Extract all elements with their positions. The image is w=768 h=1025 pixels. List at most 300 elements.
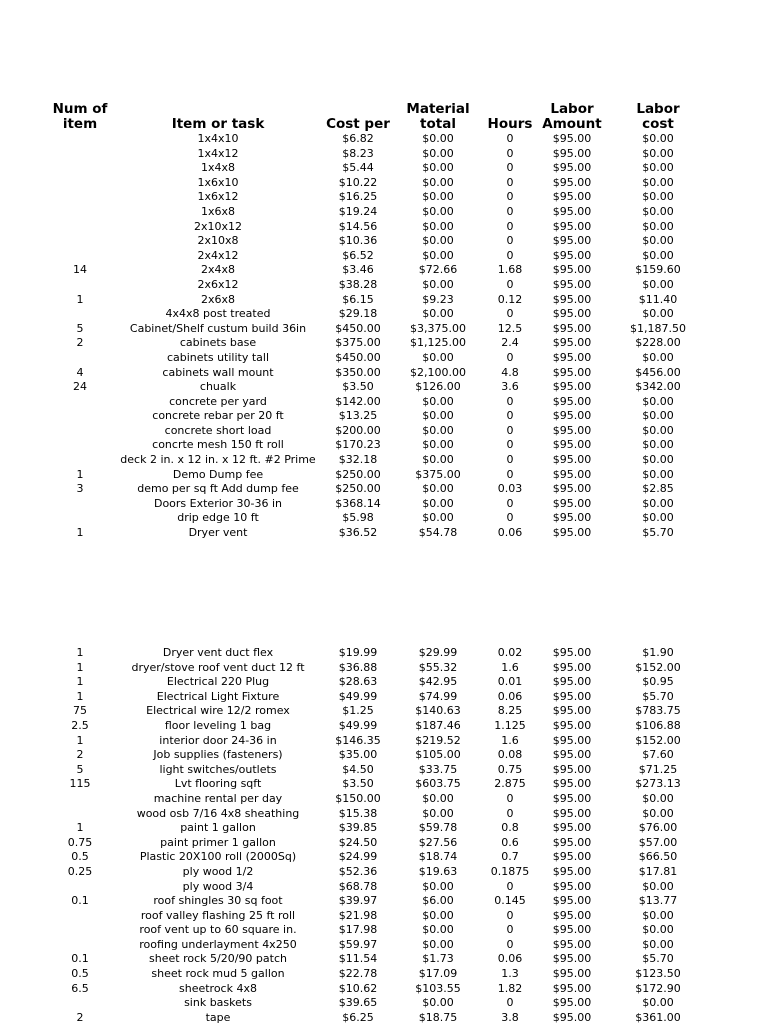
header-material-total: Material total xyxy=(406,101,470,132)
cell-material-total: $0.00 xyxy=(422,161,454,175)
table-row xyxy=(0,234,768,249)
cell-labor-cost: $0.00 xyxy=(642,409,674,423)
cell-cost-per: $170.23 xyxy=(335,438,381,452)
cell-material-total: $59.78 xyxy=(418,821,458,835)
cell-labor-cost: $342.00 xyxy=(635,380,681,394)
cell-item-or-task: 2x10x12 xyxy=(193,219,242,233)
cell-labor-cost: $0.00 xyxy=(642,467,674,481)
cell-labor-amount: $95.00 xyxy=(552,423,592,437)
cell-num-of-item: 2 xyxy=(76,1010,84,1024)
cell-labor-amount: $95.00 xyxy=(552,146,592,160)
cell-labor-cost: $0.00 xyxy=(642,791,674,805)
cell-cost-per: $39.85 xyxy=(338,821,378,835)
cell-material-total: $0.00 xyxy=(422,204,454,218)
cell-labor-cost: $7.60 xyxy=(642,748,674,762)
cell-labor-amount: $95.00 xyxy=(552,894,592,908)
cell-labor-cost: $5.70 xyxy=(642,952,674,966)
cell-hours: 0 xyxy=(506,923,514,937)
cell-item-or-task: chualk xyxy=(199,380,237,394)
cell-num-of-item: 3 xyxy=(76,482,84,496)
cell-material-total: $0.00 xyxy=(422,307,454,321)
cell-item-or-task: ply wood 1/2 xyxy=(182,864,254,878)
cell-labor-cost: $0.00 xyxy=(642,996,674,1010)
cell-labor-amount: $95.00 xyxy=(552,132,592,145)
cell-hours: 0 xyxy=(506,996,514,1010)
cell-labor-amount: $95.00 xyxy=(552,482,592,496)
table-row xyxy=(0,821,768,836)
cell-labor-cost: $0.00 xyxy=(642,806,674,820)
cell-hours: 0 xyxy=(506,204,514,218)
cell-labor-amount: $95.00 xyxy=(552,350,592,364)
table-row xyxy=(0,938,768,953)
cell-material-total: $187.46 xyxy=(415,718,461,732)
cell-cost-per: $146.35 xyxy=(335,733,381,747)
table-row xyxy=(0,704,768,719)
cell-hours: 0 xyxy=(506,511,514,525)
cell-labor-cost: $76.00 xyxy=(638,821,678,835)
cell-material-total: $54.78 xyxy=(418,526,458,540)
table-row xyxy=(0,482,768,497)
cell-cost-per: $39.97 xyxy=(338,894,378,908)
cell-labor-amount: $95.00 xyxy=(552,952,592,966)
cell-item-or-task: interior door 24-36 in xyxy=(159,733,277,747)
cell-material-total: $103.55 xyxy=(415,981,461,995)
header-labor-amount: Labor Amount xyxy=(542,101,602,132)
cell-item-or-task: Electrical wire 12/2 romex xyxy=(146,704,290,718)
cell-labor-amount: $95.00 xyxy=(552,204,592,218)
cell-cost-per: $14.56 xyxy=(338,219,378,233)
cell-item-or-task: floor leveling 1 bag xyxy=(164,718,272,732)
table-row xyxy=(0,646,768,661)
cell-cost-per: $200.00 xyxy=(335,423,381,437)
cell-material-total: $18.74 xyxy=(418,850,458,864)
table-row xyxy=(0,792,768,807)
cell-material-total: $9.23 xyxy=(422,292,454,306)
cell-labor-cost: $172.90 xyxy=(635,981,681,995)
cell-hours: 0.8 xyxy=(501,821,519,835)
cell-labor-amount: $95.00 xyxy=(552,453,592,467)
cell-item-or-task: Dryer vent duct flex xyxy=(162,646,274,659)
cell-hours: 1.68 xyxy=(497,263,523,277)
column-header-row xyxy=(0,98,768,132)
cell-labor-cost: $0.00 xyxy=(642,438,674,452)
cell-cost-per: $52.36 xyxy=(338,864,378,878)
cell-cost-per: $6.25 xyxy=(342,1010,374,1024)
cell-hours: 8.25 xyxy=(497,704,523,718)
cell-cost-per: $3.50 xyxy=(342,380,374,394)
table-row xyxy=(0,366,768,381)
cell-material-total: $1.73 xyxy=(422,952,454,966)
cell-cost-per: $35.00 xyxy=(338,748,378,762)
cell-labor-amount: $95.00 xyxy=(552,748,592,762)
cell-material-total: $0.00 xyxy=(422,409,454,423)
cell-material-total: $0.00 xyxy=(422,482,454,496)
table-row xyxy=(0,865,768,880)
cell-labor-cost: $106.88 xyxy=(635,718,681,732)
cell-labor-cost: $1,187.50 xyxy=(630,321,686,335)
header-cost-per: Cost per xyxy=(326,116,390,132)
table-row xyxy=(0,952,768,967)
cell-material-total: $0.00 xyxy=(422,219,454,233)
cell-item-or-task: paint primer 1 gallon xyxy=(160,835,276,849)
cell-labor-amount: $95.00 xyxy=(552,850,592,864)
cell-item-or-task: paint 1 gallon xyxy=(180,821,256,835)
cell-hours: 0.02 xyxy=(497,646,523,659)
cell-material-total: $140.63 xyxy=(415,704,461,718)
cell-item-or-task: light switches/outlets xyxy=(159,762,277,776)
table-row xyxy=(0,497,768,512)
cell-item-or-task: 1x4x8 xyxy=(200,161,235,175)
cell-item-or-task: Plastic 20X100 roll (2000Sq) xyxy=(139,850,297,864)
cell-num-of-item: 0.5 xyxy=(71,850,89,864)
cell-material-total: $603.75 xyxy=(415,777,461,791)
cell-num-of-item: 1 xyxy=(76,646,84,659)
cell-cost-per: $6.15 xyxy=(342,292,374,306)
cell-material-total: $0.00 xyxy=(422,791,454,805)
cell-num-of-item: 1 xyxy=(76,467,84,481)
cell-labor-cost: $0.00 xyxy=(642,146,674,160)
cell-hours: 0 xyxy=(506,806,514,820)
cell-labor-amount: $95.00 xyxy=(552,646,592,659)
cell-material-total: $0.00 xyxy=(422,190,454,204)
cell-material-total: $0.00 xyxy=(422,277,454,291)
cell-hours: 0 xyxy=(506,453,514,467)
cell-item-or-task: Job supplies (fasteners) xyxy=(153,748,283,762)
cell-hours: 0.6 xyxy=(501,835,519,849)
cell-labor-amount: $95.00 xyxy=(552,248,592,262)
table-row xyxy=(0,190,768,205)
cell-item-or-task: 4x4x8 post treated xyxy=(165,307,271,321)
header-hours: Hours xyxy=(487,116,533,132)
table-row xyxy=(0,409,768,424)
cell-labor-amount: $95.00 xyxy=(552,835,592,849)
cell-labor-amount: $95.00 xyxy=(552,511,592,525)
table-row xyxy=(0,380,768,395)
cell-material-total: $0.00 xyxy=(422,234,454,248)
cell-hours: 0.12 xyxy=(497,292,523,306)
cell-cost-per: $28.63 xyxy=(338,675,378,689)
cell-labor-amount: $95.00 xyxy=(552,234,592,248)
cell-cost-per: $24.99 xyxy=(338,850,378,864)
cell-hours: 1.82 xyxy=(497,981,523,995)
cell-num-of-item: 1 xyxy=(76,733,84,747)
cell-material-total: $0.00 xyxy=(422,453,454,467)
cell-item-or-task: 2x4x8 xyxy=(200,263,235,277)
cell-labor-amount: $95.00 xyxy=(552,718,592,732)
cell-labor-cost: $0.00 xyxy=(642,511,674,525)
cell-material-total: $33.75 xyxy=(418,762,458,776)
cell-item-or-task: 1x4x12 xyxy=(197,146,239,160)
cell-material-total: $0.00 xyxy=(422,908,454,922)
table-row xyxy=(0,511,768,526)
table-row xyxy=(0,161,768,176)
cell-labor-amount: $95.00 xyxy=(552,380,592,394)
cell-hours: 0 xyxy=(506,190,514,204)
table-row xyxy=(0,132,768,147)
cell-num-of-item: 0.5 xyxy=(71,967,89,981)
cell-material-total: $1,125.00 xyxy=(410,336,466,350)
cell-material-total: $74.99 xyxy=(418,689,458,703)
cell-labor-amount: $95.00 xyxy=(552,161,592,175)
cell-material-total: $0.00 xyxy=(422,132,454,145)
cell-hours: 0 xyxy=(506,467,514,481)
cell-num-of-item: 1 xyxy=(76,660,84,674)
cell-item-or-task: 2x4x12 xyxy=(197,248,239,262)
cell-material-total: $6.00 xyxy=(422,894,454,908)
cell-num-of-item: 1 xyxy=(76,821,84,835)
cell-num-of-item: 2 xyxy=(76,336,84,350)
cell-cost-per: $350.00 xyxy=(335,365,381,379)
cell-labor-cost: $0.00 xyxy=(642,190,674,204)
cell-cost-per: $19.99 xyxy=(338,646,378,659)
table-row xyxy=(0,336,768,351)
cell-cost-per: $19.24 xyxy=(338,204,378,218)
cell-item-or-task: roof valley flashing 25 ft roll xyxy=(140,908,296,922)
cell-material-total: $0.00 xyxy=(422,879,454,893)
cell-num-of-item: 1 xyxy=(76,526,84,540)
cell-labor-amount: $95.00 xyxy=(552,879,592,893)
cell-hours: 0 xyxy=(506,409,514,423)
cell-labor-cost: $0.00 xyxy=(642,423,674,437)
cell-material-total: $0.00 xyxy=(422,806,454,820)
cell-cost-per: $11.54 xyxy=(338,952,378,966)
cell-hours: 0.75 xyxy=(497,762,523,776)
cell-labor-cost: $273.13 xyxy=(635,777,681,791)
cell-item-or-task: Demo Dump fee xyxy=(172,467,264,481)
cell-cost-per: $6.82 xyxy=(342,132,374,145)
cell-cost-per: $375.00 xyxy=(335,336,381,350)
cell-cost-per: $32.18 xyxy=(338,453,378,467)
cell-hours: 0 xyxy=(506,937,514,951)
cell-cost-per: $368.14 xyxy=(335,496,381,510)
cell-material-total: $19.63 xyxy=(418,864,458,878)
cell-labor-amount: $95.00 xyxy=(552,365,592,379)
cell-cost-per: $29.18 xyxy=(338,307,378,321)
cell-item-or-task: Electrical Light Fixture xyxy=(156,689,280,703)
cell-labor-cost: $456.00 xyxy=(635,365,681,379)
cell-material-total: $0.00 xyxy=(422,937,454,951)
cell-material-total: $2,100.00 xyxy=(410,365,466,379)
cell-labor-amount: $95.00 xyxy=(552,321,592,335)
cell-cost-per: $16.25 xyxy=(338,190,378,204)
cell-labor-cost: $5.70 xyxy=(642,526,674,540)
cell-item-or-task: sheet rock mud 5 gallon xyxy=(151,967,285,981)
cell-labor-cost: $0.00 xyxy=(642,161,674,175)
cell-cost-per: $250.00 xyxy=(335,482,381,496)
cell-item-or-task: roof shingles 30 sq foot xyxy=(153,894,283,908)
cell-cost-per: $450.00 xyxy=(335,350,381,364)
cell-material-total: $17.09 xyxy=(418,967,458,981)
cell-num-of-item: 0.1 xyxy=(71,894,89,908)
table-row xyxy=(0,763,768,778)
cell-cost-per: $36.52 xyxy=(338,526,378,540)
table-row xyxy=(0,322,768,337)
cell-labor-cost: $11.40 xyxy=(638,292,678,306)
cell-hours: 2.875 xyxy=(494,777,526,791)
cell-hours: 0.1875 xyxy=(490,864,530,878)
cell-labor-cost: $0.00 xyxy=(642,908,674,922)
cell-num-of-item: 75 xyxy=(73,704,87,718)
cell-labor-cost: $71.25 xyxy=(638,762,678,776)
cell-item-or-task: sheetrock 4x8 xyxy=(179,981,257,995)
cell-labor-cost: $361.00 xyxy=(635,1010,681,1024)
cell-material-total: $3,375.00 xyxy=(410,321,466,335)
cell-labor-cost: $0.00 xyxy=(642,350,674,364)
cell-material-total: $55.32 xyxy=(418,660,458,674)
cell-labor-amount: $95.00 xyxy=(552,292,592,306)
cell-labor-cost: $0.00 xyxy=(642,453,674,467)
table-row xyxy=(0,967,768,982)
table-row xyxy=(0,293,768,308)
cell-material-total: $27.56 xyxy=(418,835,458,849)
cell-cost-per: $5.98 xyxy=(342,511,374,525)
cell-material-total: $72.66 xyxy=(418,263,458,277)
cell-material-total: $0.00 xyxy=(422,923,454,937)
cell-item-or-task: machine rental per day xyxy=(153,791,283,805)
cell-labor-cost: $0.00 xyxy=(642,248,674,262)
cell-labor-amount: $95.00 xyxy=(552,277,592,291)
cell-item-or-task: 2x6x12 xyxy=(197,277,239,291)
table-row xyxy=(0,263,768,278)
table-row xyxy=(0,748,768,763)
cell-labor-amount: $95.00 xyxy=(552,762,592,776)
table-row xyxy=(0,894,768,909)
table-row xyxy=(0,675,768,690)
cell-cost-per: $49.99 xyxy=(338,718,378,732)
cell-cost-per: $1.25 xyxy=(342,704,374,718)
cell-material-total: $42.95 xyxy=(418,675,458,689)
cell-hours: 0.06 xyxy=(497,952,523,966)
cell-item-or-task: concrete short load xyxy=(164,423,272,437)
cell-labor-cost: $1.90 xyxy=(642,646,674,659)
cell-labor-amount: $95.00 xyxy=(552,689,592,703)
cell-hours: 0 xyxy=(506,248,514,262)
cell-hours: 0 xyxy=(506,277,514,291)
cell-item-or-task: concrete per yard xyxy=(169,394,267,408)
table-row xyxy=(0,307,768,322)
cell-cost-per: $21.98 xyxy=(338,908,378,922)
cell-labor-amount: $95.00 xyxy=(552,864,592,878)
cell-num-of-item: 0.75 xyxy=(67,835,93,849)
cell-labor-cost: $0.00 xyxy=(642,307,674,321)
cell-labor-cost: $0.00 xyxy=(642,132,674,145)
cell-labor-amount: $95.00 xyxy=(552,219,592,233)
cell-labor-cost: $17.81 xyxy=(638,864,678,878)
cell-material-total: $126.00 xyxy=(415,380,461,394)
cell-item-or-task: demo per sq ft Add dump fee xyxy=(137,482,299,496)
cell-labor-cost: $228.00 xyxy=(635,336,681,350)
cell-hours: 0 xyxy=(506,394,514,408)
table-row xyxy=(0,351,768,366)
cell-hours: 0.06 xyxy=(497,689,523,703)
cell-labor-amount: $95.00 xyxy=(552,394,592,408)
cell-labor-cost: $783.75 xyxy=(635,704,681,718)
cell-labor-cost: $152.00 xyxy=(635,660,681,674)
table-row xyxy=(0,147,768,162)
cell-cost-per: $10.36 xyxy=(338,234,378,248)
cell-labor-amount: $95.00 xyxy=(552,190,592,204)
cell-labor-cost: $0.00 xyxy=(642,234,674,248)
cell-labor-amount: $95.00 xyxy=(552,806,592,820)
cell-num-of-item: 0.25 xyxy=(67,864,93,878)
cell-hours: 0 xyxy=(506,879,514,893)
cell-hours: 0 xyxy=(506,423,514,437)
cell-labor-amount: $95.00 xyxy=(552,496,592,510)
cell-labor-cost: $0.00 xyxy=(642,277,674,291)
cell-labor-amount: $95.00 xyxy=(552,409,592,423)
cell-num-of-item: 1 xyxy=(76,675,84,689)
cell-cost-per: $3.46 xyxy=(342,263,374,277)
cell-cost-per: $250.00 xyxy=(335,467,381,481)
cell-cost-per: $150.00 xyxy=(335,791,381,805)
cell-item-or-task: roofing underlayment 4x250 xyxy=(139,937,297,951)
cell-labor-cost: $0.00 xyxy=(642,175,674,189)
cell-item-or-task: 1x6x12 xyxy=(197,190,239,204)
cell-labor-cost: $57.00 xyxy=(638,835,678,849)
cell-cost-per: $22.78 xyxy=(338,967,378,981)
table-row xyxy=(0,850,768,865)
cell-hours: 0.06 xyxy=(497,526,523,540)
cell-item-or-task: dryer/stove roof vent duct 12 ft xyxy=(131,660,305,674)
table-row xyxy=(0,734,768,749)
cell-labor-amount: $95.00 xyxy=(552,981,592,995)
cell-hours: 0.145 xyxy=(494,894,526,908)
cell-labor-cost: $0.00 xyxy=(642,937,674,951)
table-row xyxy=(0,220,768,235)
cell-item-or-task: roof vent up to 60 square in. xyxy=(139,923,297,937)
cell-cost-per: $36.88 xyxy=(338,660,378,674)
cell-num-of-item: 0.1 xyxy=(71,952,89,966)
cell-labor-amount: $95.00 xyxy=(552,175,592,189)
cell-cost-per: $59.97 xyxy=(338,937,378,951)
cell-cost-per: $15.38 xyxy=(338,806,378,820)
cell-labor-amount: $95.00 xyxy=(552,733,592,747)
cell-material-total: $0.00 xyxy=(422,423,454,437)
cell-item-or-task: sheet rock 5/20/90 patch xyxy=(149,952,287,966)
cell-item-or-task: concrete rebar per 20 ft xyxy=(152,409,284,423)
cell-hours: 0 xyxy=(506,350,514,364)
cell-material-total: $18.75 xyxy=(418,1010,458,1024)
cell-cost-per: $10.62 xyxy=(338,981,378,995)
cell-num-of-item: 4 xyxy=(76,365,84,379)
cell-item-or-task: deck 2 in. x 12 in. x 12 ft. #2 Prime xyxy=(120,453,316,467)
table-row xyxy=(0,453,768,468)
table-row xyxy=(0,661,768,676)
table-row xyxy=(0,836,768,851)
cell-labor-cost: $66.50 xyxy=(638,850,678,864)
cell-num-of-item: 1 xyxy=(76,292,84,306)
cell-hours: 0 xyxy=(506,219,514,233)
cell-labor-amount: $95.00 xyxy=(552,704,592,718)
table-row xyxy=(0,982,768,997)
cell-hours: 1.3 xyxy=(501,967,519,981)
cell-num-of-item: 5 xyxy=(76,762,84,776)
cell-item-or-task: cabinets wall mount xyxy=(162,365,274,379)
cell-labor-amount: $95.00 xyxy=(552,263,592,277)
cell-material-total: $0.00 xyxy=(422,996,454,1010)
cell-labor-amount: $95.00 xyxy=(552,307,592,321)
cell-item-or-task: tape xyxy=(205,1010,231,1024)
cell-hours: 0.03 xyxy=(497,482,523,496)
table-row xyxy=(0,438,768,453)
cell-item-or-task: Cabinet/Shelf custum build 36in xyxy=(129,321,307,335)
cell-item-or-task: 1x6x8 xyxy=(200,204,235,218)
cell-hours: 0.08 xyxy=(497,748,523,762)
cell-item-or-task: concrte mesh 150 ft roll xyxy=(152,438,284,452)
cell-hours: 0 xyxy=(506,496,514,510)
cell-hours: 3.6 xyxy=(501,380,519,394)
cell-num-of-item: 24 xyxy=(73,380,87,394)
